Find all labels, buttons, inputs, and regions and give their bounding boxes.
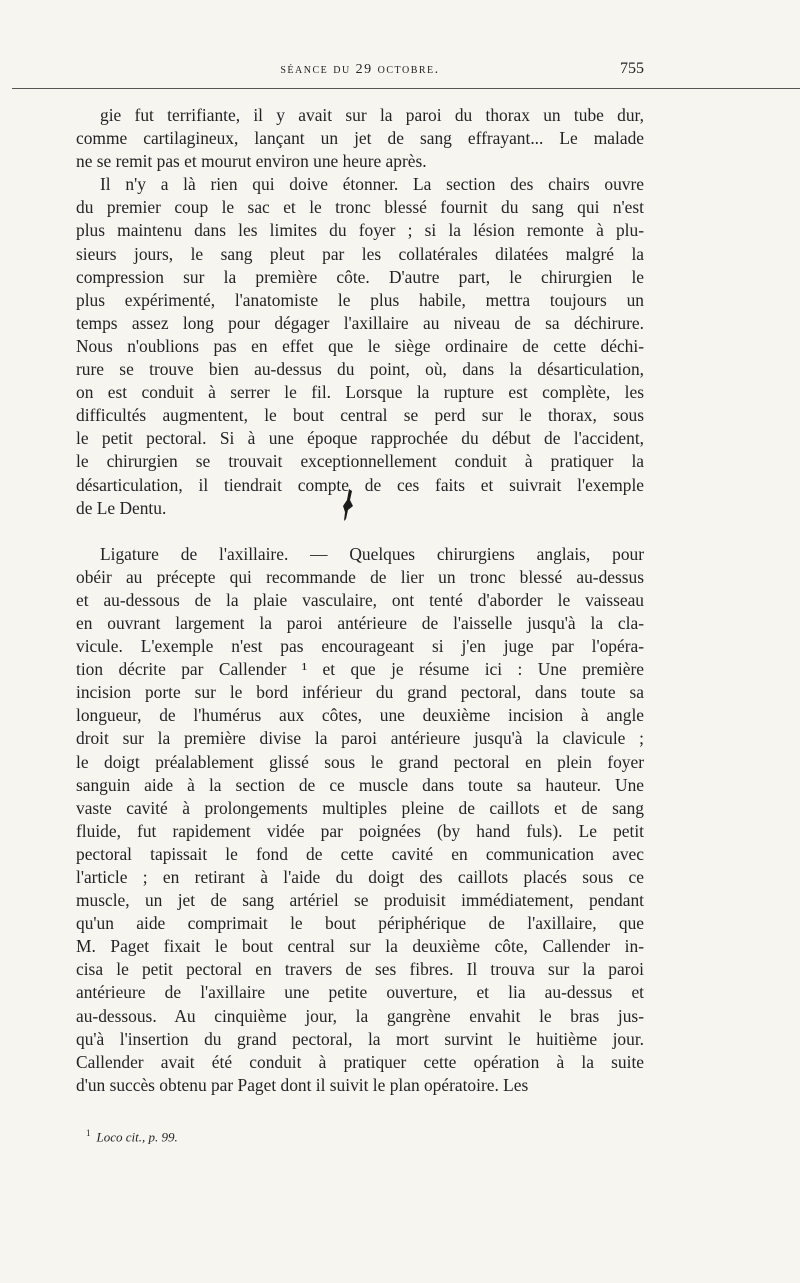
- text-line: incision porte sur le bord inférieur du grand pectoral, dans toute sa: [76, 682, 644, 703]
- text-line: pectoral tapissait le fond de cette cavité en communication avec: [76, 843, 644, 864]
- text-line: plus expérimenté, l'anatomiste le plus habile, mettra toujours un: [76, 289, 644, 310]
- text-line: obéir au précepte qui recommande de lier un tronc blessé au-dessus: [76, 566, 644, 587]
- text-line: tion décrite par Callender ¹ et que je résume ici : Une première: [76, 659, 644, 680]
- text-line: le petit pectoral. Si à une époque rapprochée du début de l'accident,: [76, 428, 644, 449]
- footnote: [76, 1128, 644, 1145]
- text-line: difficultés augmentent, le bout central se perd sur le thorax, sous: [76, 405, 644, 426]
- text-line: gie fut terrifiante, il y avait sur la paroi du thorax un tube dur,: [100, 105, 644, 125]
- running-head: séance du 29 octobre.: [280, 62, 440, 77]
- text-line: sieurs jours, le sang pleut par les collatérales dilatées malgré la: [76, 243, 644, 264]
- text-line: comme cartilagineux, lançant un jet de sang effrayant... Le malade: [76, 128, 644, 149]
- text-line: longueur, de l'humérus aux côtes, une deuxième incision à angle: [76, 705, 644, 726]
- paragraph-gap: [76, 520, 644, 543]
- paragraph: [76, 543, 644, 1097]
- body-text: [76, 104, 644, 1097]
- text-line: Nous n'oublions pas en effet que le siège ordinaire de cette déchi-: [76, 335, 644, 356]
- page-header: [76, 58, 644, 88]
- text-line: qu'un aide comprimait le bout périphérique de l'axillaire, que: [76, 913, 644, 934]
- text-line: de Le Dentu.: [76, 497, 167, 518]
- paragraph: [76, 173, 644, 519]
- text-line: rure se trouve bien au-dessus du point, où, dans la désarticulation,: [76, 359, 644, 380]
- text-line: désarticulation, il tiendrait compte de ces faits et suivrait l'exemple: [76, 474, 644, 495]
- text-line: antérieure de l'axillaire une petite ouverture, et lia au-dessus et: [76, 982, 644, 1003]
- ink-blot-icon: [340, 488, 356, 522]
- text-line: et au-dessous de la plaie vasculaire, ont tenté d'aborder le vaisseau: [76, 589, 644, 610]
- text-line: plus maintenu dans les limites du foyer ; si la lésion remonte à plu-: [76, 220, 644, 241]
- text-line: temps assez long pour dégager l'axillaire au niveau de sa déchirure.: [76, 312, 644, 333]
- text-line: qu'à l'insertion du grand pectoral, la mort survint le huitième jour.: [76, 1028, 644, 1049]
- text-line: au-dessous. Au cinquième jour, la gangrène envahit le bras jus-: [76, 1005, 644, 1026]
- text-line: ne se remit pas et mourut environ une heure après.: [76, 151, 427, 172]
- footnote-marker: 1: [86, 1128, 91, 1138]
- text-line: Il n'y a là rien qui doive étonner. La section des chairs ouvre: [100, 174, 644, 195]
- text-line: vicule. L'exemple n'est pas encourageant si j'en juge par l'opéra-: [76, 636, 644, 657]
- text-line: Callender avait été conduit à pratiquer cette opération à la suite: [76, 1051, 644, 1072]
- text-line: M. Paget fixait le bout central sur la deuxième côte, Callender in-: [76, 936, 644, 957]
- page-number: 755: [620, 60, 644, 77]
- text-line: sanguin aide à la section de ce muscle dans toute sa hauteur. Une: [76, 774, 644, 795]
- text-line: d'un succès obtenu par Paget dont il suivit le plan opératoire. Les: [76, 1074, 529, 1095]
- text-line: droit sur la première divise la paroi antérieure jusqu'à la clavicule ;: [76, 728, 644, 749]
- text-line: du premier coup le sac et le tronc blessé fournit du sang qui n'est: [76, 197, 644, 218]
- text-line: le chirurgien se trouvait exceptionnellement conduit à pratiquer la: [76, 451, 644, 472]
- text-line: vaste cavité à prolongements multiples pleine de caillots et de sang: [76, 797, 644, 818]
- text-line: compression sur la première côte. D'autre part, le chirurgien le: [76, 266, 644, 287]
- paragraph: [76, 104, 644, 173]
- footnote-text: Loco cit., p. 99.: [96, 1129, 178, 1145]
- text-line: le doigt préalablement glissé sous le grand pectoral en plein foyer: [76, 751, 644, 772]
- text-line: fluide, fut rapidement vidée par poignées (by hand fuls). Le petit: [76, 820, 644, 841]
- text-line: en ouvrant largement la paroi antérieure de l'aisselle jusqu'à la cla-: [76, 612, 644, 633]
- text-line: l'article ; en retirant à l'aide du doigt des caillots placés sous ce: [76, 867, 644, 887]
- text-line: muscle, un jet de sang artériel se produisit immédiatement, pendant: [76, 890, 644, 911]
- text-line: cisa le petit pectoral en travers de ses fibres. Il trouva sur la paroi: [76, 959, 644, 980]
- text-line: Ligature de l'axillaire. — Quelques chirurgiens anglais, pour: [100, 543, 644, 564]
- text-line: on est conduit à serrer le fil. Lorsque la rupture est complète, les: [76, 382, 644, 403]
- header-rule: [12, 88, 800, 89]
